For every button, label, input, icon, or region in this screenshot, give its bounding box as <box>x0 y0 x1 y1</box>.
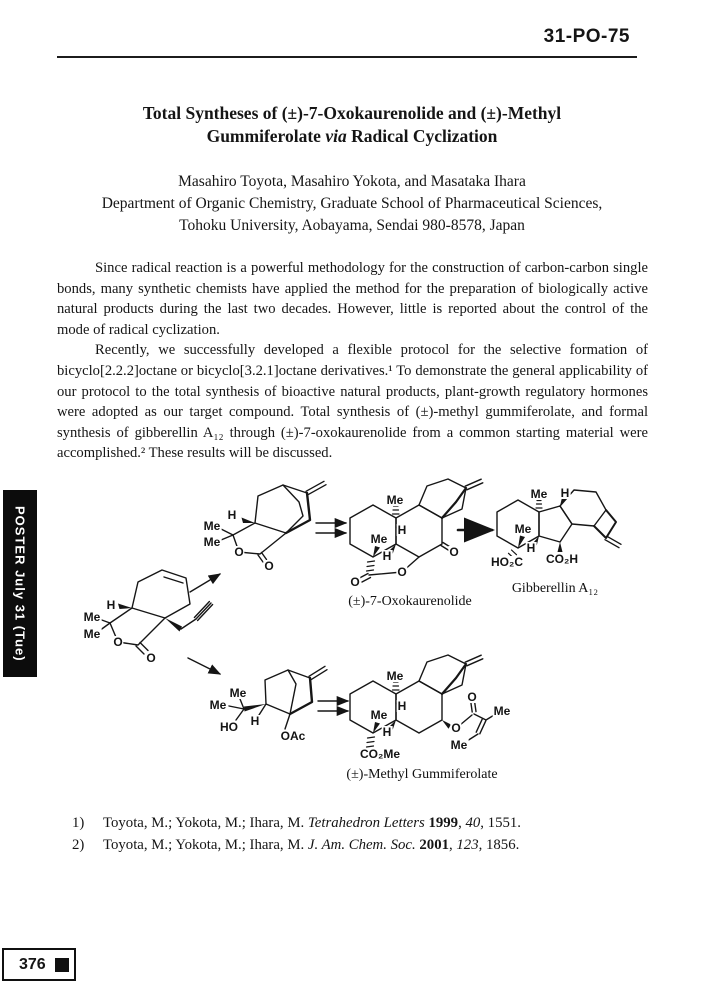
atom-label: OAc <box>280 729 306 743</box>
text-segment: Gummiferolate <box>206 125 326 146</box>
authors: Masahiro Toyota, Masahiro Yokota, and Masataka Ihara <box>178 173 526 190</box>
atom-label: CO₂H <box>546 552 578 566</box>
atom-label: Me <box>209 698 227 712</box>
atom-label: O <box>113 635 123 649</box>
structure-caption: (±)-7-Oxokaurenolide <box>348 594 472 609</box>
atom-label: Me <box>83 627 101 641</box>
reference-1 <box>58 812 658 834</box>
atom-label: H <box>397 699 407 713</box>
poster-session-label: POSTER July 31 (Tue) <box>12 505 28 662</box>
text-segment: Toyota, M.; Yokota, M.; Ihara, M. <box>103 837 308 853</box>
reference-number: 2) <box>72 837 85 853</box>
atom-label: O <box>350 575 360 589</box>
atom-label: H <box>106 598 116 612</box>
atom-label: H <box>227 508 237 522</box>
atom-label: Me <box>370 708 388 722</box>
text-segment: 1999 <box>428 815 459 831</box>
atom-label: H <box>560 486 570 500</box>
reference-text <box>103 834 519 856</box>
footer-square-icon <box>55 958 69 972</box>
text-segment: 123 <box>456 837 479 853</box>
structure-methyl-gummiferolate <box>350 655 495 747</box>
affiliation-line-1: Department of Organic Chemistry, Graduate School of Pharmaceutical Sciences, <box>101 195 603 212</box>
multistep-arrow-bottom <box>318 701 348 711</box>
text-segment: , 1551. <box>480 815 521 831</box>
atom-label: Me <box>450 738 468 752</box>
header-divider <box>57 56 637 58</box>
reference-number: 1) <box>72 815 85 831</box>
atom-label: H <box>382 725 392 739</box>
atom-label: H <box>397 523 407 537</box>
text-segment: J. Am. Chem. Soc. <box>307 837 416 853</box>
atom-label: O <box>146 651 156 665</box>
atom-label: Me <box>493 704 511 718</box>
atom-label: O <box>264 559 274 573</box>
atom-label: Me <box>370 532 388 546</box>
atom-label: Me <box>83 610 101 624</box>
atom-label: O <box>449 545 459 559</box>
atom-label: Me <box>514 522 532 536</box>
atom-label: HO <box>220 720 238 734</box>
reaction-scheme-drawing <box>50 478 660 800</box>
atom-label: Me <box>386 493 404 507</box>
affiliation-line-2: Tohoku University, Aobayama, Sendai 980-8578, Japan <box>179 217 525 234</box>
text-segment: Tetrahedron Letters <box>307 815 425 831</box>
atom-label: H <box>526 541 536 555</box>
atom-label: Me <box>530 487 548 501</box>
text-segment: 40 <box>465 815 481 831</box>
arrow-to-top-route <box>190 574 220 592</box>
atom-label: H <box>250 714 260 728</box>
atom-label: HO₂C <box>491 555 523 569</box>
structure-caption: (±)-Methyl Gummiferolate <box>346 767 498 782</box>
text-segment: Total Syntheses of (±)-7-Oxokaurenolide and (±)-Methyl <box>142 103 562 123</box>
page-number: 376 <box>19 955 46 973</box>
references-block <box>58 812 658 856</box>
page-title <box>60 102 644 147</box>
atom-label: H <box>382 549 392 563</box>
multistep-arrow-top <box>316 523 346 533</box>
structure-start-material <box>99 570 213 654</box>
reaction-scheme <box>50 478 660 800</box>
abstract-paragraph-2: Recently, we successfully developed a flexible protocol for the selective formation of bicyclo[2.2.2]octane or bicyclo[3.2.1]octane derivatives.¹ To demonstrate the general applicability of our protocol to the total synthesis of bioactive natural products, plant-growth regulatory hormones were adopted as our target compound. Total synthesis of (±)-methyl gummiferolate, and formal synthesis of gibberellin A₁₂ through (±)-7-oxokaurenolide from a common starting material were accomplished.² These results will be discussed. <box>57 342 648 462</box>
atom-label: O <box>451 721 461 735</box>
arrow-to-bottom-route <box>188 658 220 674</box>
poster-code: 31-PO-75 <box>543 26 630 47</box>
poster-session-tab <box>3 490 37 677</box>
atom-label: O <box>234 545 244 559</box>
text-segment: , <box>449 837 457 853</box>
reference-2 <box>58 834 658 856</box>
text-segment: , 1856. <box>478 837 520 853</box>
atom-label: CO₂Me <box>359 747 401 761</box>
atom-label: O <box>397 565 407 579</box>
structure-gibberellin-a12 <box>497 487 621 558</box>
text-segment: Radical Cyclization <box>346 125 498 146</box>
atom-label: Me <box>386 669 404 683</box>
reference-text <box>103 812 521 834</box>
atom-label: O <box>467 690 477 704</box>
byline-block <box>52 171 652 237</box>
page-number-box <box>2 948 76 981</box>
text-segment: via <box>325 125 347 146</box>
atom-label: Me <box>203 535 221 549</box>
atom-label: Me <box>229 686 247 700</box>
text-segment: , <box>458 815 466 831</box>
abstract-body <box>57 258 648 464</box>
text-segment: Toyota, M.; Yokota, M.; Ihara, M. <box>103 815 308 831</box>
atom-label: Me <box>203 519 221 533</box>
structure-hydroxy-acetate <box>229 666 327 729</box>
structure-bicyclooctane-lactone <box>221 481 326 562</box>
abstract-paragraph-1: Since radical reaction is a powerful methodology for the construction of carbon-carbon single bonds, many synthetic chemists have applied the method for the preparation of biologically active natural products during the last two decades. However, little is reported about the control of the mode of radical cyclization. <box>57 260 648 338</box>
text-segment: 2001 <box>419 837 449 853</box>
structure-caption: Gibberellin A₁₂ <box>511 581 599 596</box>
